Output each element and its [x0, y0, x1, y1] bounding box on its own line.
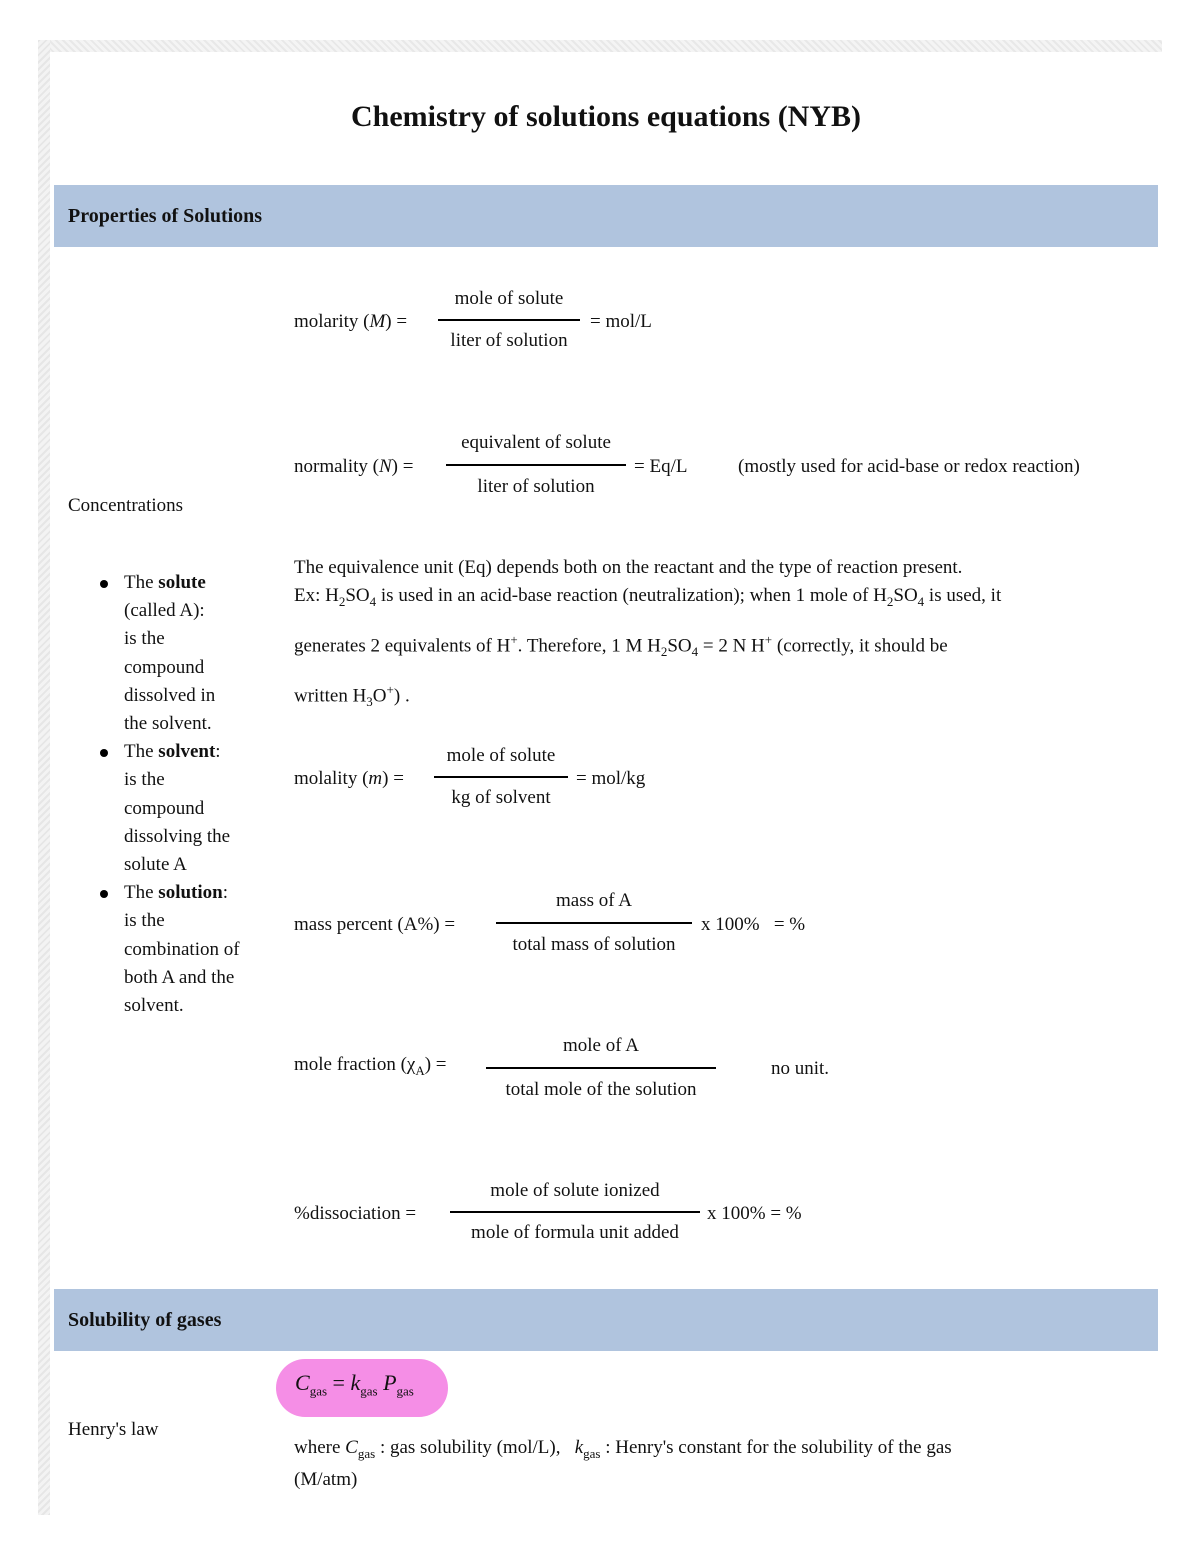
concentration-definitions: [98, 569, 273, 1020]
normality-note: (mostly used for acid-base or redox reaction): [738, 456, 1080, 477]
section-header-solubility: [54, 1289, 1158, 1351]
section-header-label: Solubility of gases: [68, 1309, 222, 1331]
section-header-properties: [54, 185, 1158, 247]
molarity-fraction: mole of solute liter of solution: [438, 288, 580, 352]
concentrations-label: Concentrations: [68, 495, 184, 516]
dissociation-lhs: %dissociation =: [294, 1203, 417, 1224]
equivalence-explanation: The equivalence unit (Eq) depends both on the reactant and the type of reaction present. Ex: $H_2SO_4$ is used in an acid-base reaction (neutralization); when 1 mole of $H_2SO_4$ is used, it generates 2 equivalents of H+. Therefore, 1 M $H_2SO_4 = 2$ N H+ (correctly, it should be written $H_3O^+$) .: [294, 557, 1002, 710]
section-header-label: Properties of Solutions: [68, 205, 263, 227]
bullet-icon: [100, 580, 108, 588]
henry-explanation: where $C_{gas}$ : gas solubility (mol/L), $k_{gas}$ : Henry's constant for the solubility of the gas (M/atm): [294, 1437, 952, 1490]
mass-percent-lhs: mass percent (A%) =: [294, 914, 456, 935]
list-item: The solvent: is the compound dissolving the solute A: [98, 738, 273, 879]
term-solute: solute: [158, 572, 206, 593]
mass-percent-rhs: x 100% = %: [701, 914, 806, 935]
list-item: The solution: is the combination of both A and the solvent.: [98, 879, 273, 1020]
mass-percent-fraction: mass of A total mass of solution: [496, 890, 692, 956]
normality-lhs: normality (N) =: [294, 456, 414, 477]
page-title: Chemistry of solutions equations (NYB): [350, 100, 862, 133]
molality-fraction: mole of solute kg of solvent: [434, 745, 568, 809]
dissociation-fraction: mole of solute ionized mole of formula unit added: [450, 1180, 700, 1244]
term-solvent: solvent: [158, 741, 216, 763]
page-frame-top: [38, 40, 1162, 52]
mole-fraction-fraction: mole of A total mole of the solution: [486, 1035, 716, 1101]
bullet-icon: [100, 749, 108, 757]
normality-rhs: = Eq/L: [634, 456, 688, 477]
page-frame-left: [38, 40, 50, 1515]
list-item: The solute (called A): is the compound dissolved in the solvent.: [98, 569, 273, 738]
mole-fraction-lhs: mole fraction $(\chi_A)$ =: [294, 1054, 447, 1078]
bullet-icon: [100, 890, 108, 898]
henry-label: Henry's law: [68, 1419, 159, 1440]
term-solution: solution: [158, 882, 223, 904]
mole-fraction-rhs: no unit.: [771, 1058, 830, 1079]
dissociation-rhs: x 100% = %: [707, 1203, 802, 1224]
molality-lhs: molality (m) =: [294, 768, 404, 789]
molarity-lhs: molarity (M) =: [294, 311, 408, 332]
normality-fraction: equivalent of solute liter of solution: [446, 432, 626, 498]
molality-rhs: = mol/kg: [576, 768, 646, 789]
henry-formula: $C_{gas} = k_{gas}$ $P_{gas}$: [295, 1370, 414, 1399]
molarity-rhs: = mol/L: [590, 311, 652, 332]
